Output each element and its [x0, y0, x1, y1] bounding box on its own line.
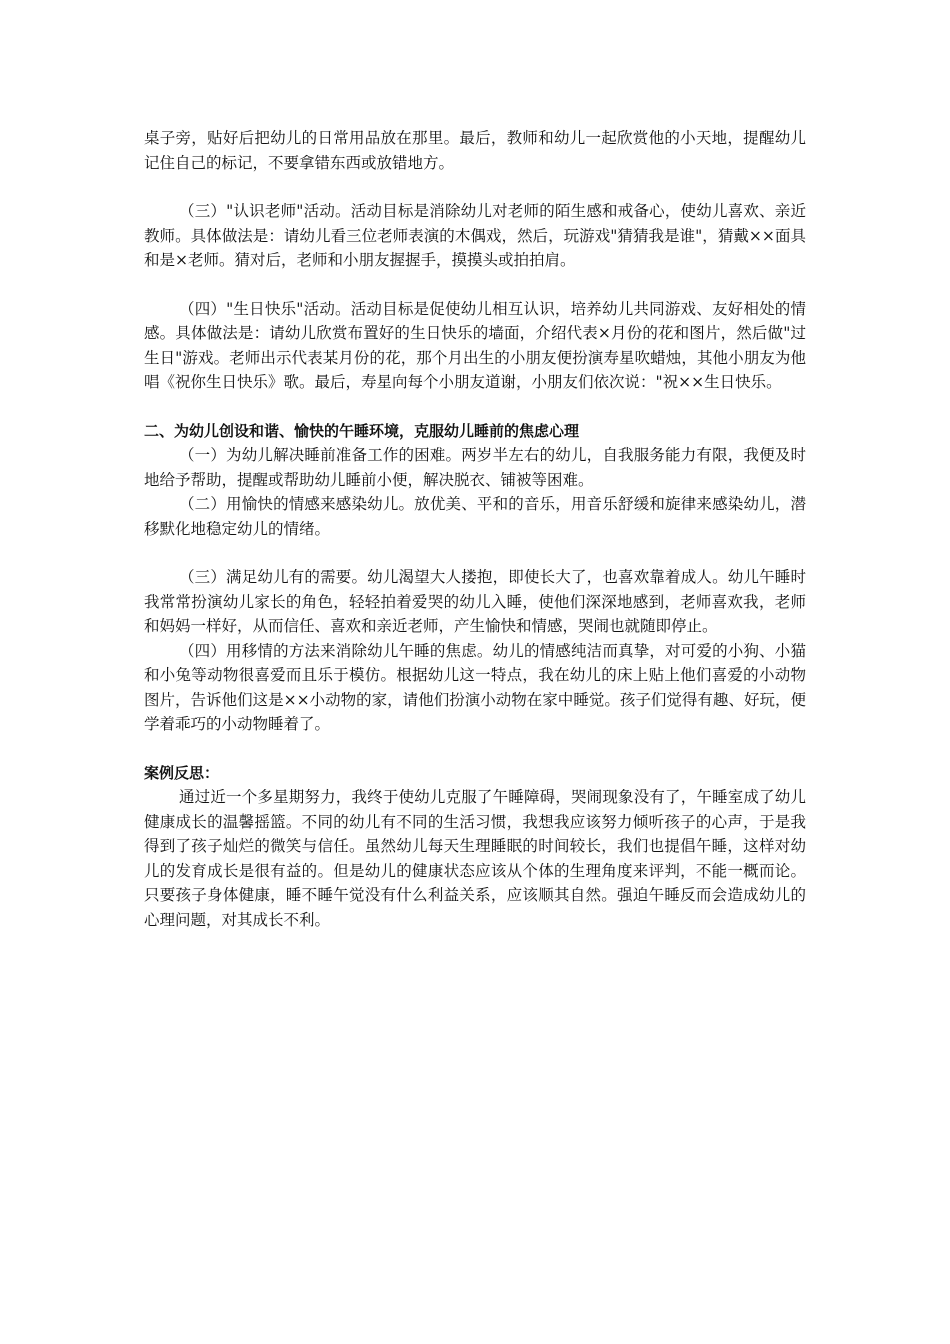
paragraph-section1-item4: （四）"生日快乐"活动。活动目标是促使幼儿相互认识，培养幼儿共同游戏、友好相处的情感。具体做法是：请幼儿欣赏布置好的生日快乐的墙面，介绍代表×月份的花和图片，然后做"过生日"游戏。老师出示代表某月份的花，那个月出生的小朋友便扮演寿星吹蜡烛，其他小朋友为他唱《祝你生日快乐》歌。最后，寿星向每个小朋友道谢，小朋友们依次说："祝××生日快乐。: [144, 299, 806, 391]
paragraph-section2-item2: （二）用愉快的情感来感染幼儿。放优美、平和的音乐，用音乐舒缓和旋律来感染幼儿，潜移默化地稳定幼儿的情绪。: [144, 495, 806, 538]
paragraph-section2-item3: （三）满足幼儿有的需要。幼儿渴望大人搂抱，即使长大了，也喜欢靠着成人。幼儿午睡时我常常扮演幼儿家长的角色，轻轻拍着爱哭的幼儿入睡，使他们深深地感到，老师喜欢我，老师和妈妈一样好，从而信任、喜欢和亲近老师，产生愉快和情感，哭闹也就随即停止。: [144, 568, 806, 635]
paragraph-gap: [144, 395, 806, 419]
paragraph-gap: [144, 541, 806, 565]
paragraph-gap: [144, 273, 806, 297]
paragraph-section1-item3: （三）"认识老师"活动。活动目标是消除幼儿对老师的陌生感和戒备心，使幼儿喜欢、亲近教师。具体做法是：请幼儿看三位老师表演的木偶戏，然后，玩游戏"猜猜我是谁"，猜戴××面具和是×老师。猜对后，老师和小朋友握握手，摸摸头或拍拍肩。: [144, 202, 806, 269]
reflection-heading: 案例反思：: [144, 763, 220, 782]
paragraph-section2-item4: （四）用移情的方法来消除幼儿午睡的焦虑。幼儿的情感纯洁而真挚，对可爱的小狗、小猫和小兔等动物很喜爱而且乐于模仿。根据幼儿这一特点，我在幼儿的床上贴上他们喜爱的小动物图片，告诉他们这是××小动物的家，请他们扮演小动物在家中睡觉。孩子们觉得有趣、好玩，便学着乖巧的小动物睡着了。: [144, 641, 806, 733]
paragraph-gap: [144, 175, 806, 199]
document-page: [144, 126, 806, 932]
paragraph-gap: [144, 737, 806, 761]
paragraph-reflection: 通过近一个多星期努力，我终于使幼儿克服了午睡障碍，哭闹现象没有了，午睡室成了幼儿健康成长的温馨摇篮。不同的幼儿有不同的生活习惯，我想我应该努力倾听孩子的心声，于是我得到了孩子灿烂的微笑与信任。虽然幼儿每天生理睡眠的时间较长，我们也提倡午睡，这样对幼儿的发育成长是很有益的。但是幼儿的健康状态应该从个体的生理角度来评判，不能一概而论。只要孩子身体健康，睡不睡午觉没有什么利益关系，应该顺其自然。强迫午睡反而会造成幼儿的心理问题，对其成长不利。: [144, 788, 806, 929]
paragraph-intro: 桌子旁，贴好后把幼儿的日常用品放在那里。最后，教师和幼儿一起欣赏他的小天地，提醒幼儿记住自己的标记，不要拿错东西或放错地方。: [144, 129, 806, 172]
section-heading-2: 二、为幼儿创设和谐、愉快的午睡环境，克服幼儿睡前的焦虑心理: [144, 421, 580, 440]
paragraph-section2-item1: （一）为幼儿解决睡前准备工作的困难。两岁半左右的幼儿，自我服务能力有限，我便及时地给予帮助，提醒或帮助幼儿睡前小便，解决脱衣、铺被等困难。: [144, 446, 806, 489]
